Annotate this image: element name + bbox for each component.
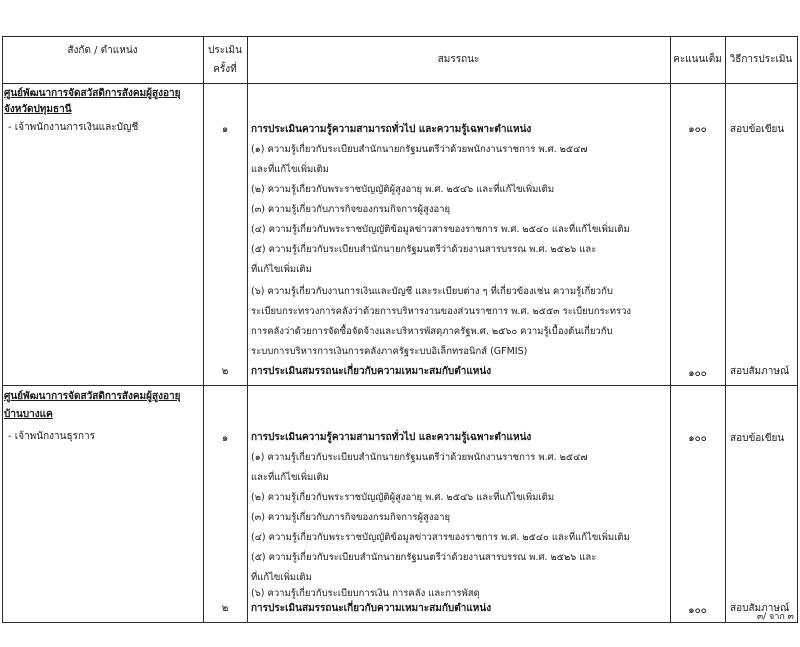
assessment-method: สอบข้อเขียน xyxy=(730,124,785,135)
competency-line: (๖) ความรู้เกี่ยวกับงานการเงินและบัญชี และระเบียบต่าง ๆ ที่เกี่ยวข้องเช่น ความรู้เกี่ยวกับ xyxy=(251,286,613,297)
competency-line: และที่แก้ไขเพิ่มเติม xyxy=(251,472,329,483)
competency-line: การคลังว่าด้วยการจัดซื้อจัดจ้างและบริหารพัสดุภาครัฐพ.ศ. ๒๕๖๐ ความรู้เบื้องต้นเกี่ยวกับ xyxy=(251,326,613,337)
header-full-score: คะแนนเต็ม xyxy=(673,54,722,65)
competency-line: ระเบียบกระทรวงการคลังว่าด้วยการบริหารงานของส่วนราชการ พ.ศ. ๒๕๕๓ ระเบียบกระทรวง xyxy=(251,306,632,317)
header-method: วิธีการประเมิน xyxy=(729,54,793,65)
competency-line: ระบบการบริหารการเงินการคลังภาครัฐระบบอิเล็กทรอนิกส์ (GFMIS) xyxy=(251,346,528,357)
competency-line: (๔) ความรู้เกี่ยวกับพระราชบัญญัติข้อมูลข่าวสารของราชการ พ.ศ. ๒๕๔๐ และที่แก้ไขเพิ่มเติม xyxy=(251,532,630,543)
full-score: ๑๐๐ xyxy=(688,433,707,444)
unit-name-line2: จังหวัดปทุมธานี xyxy=(4,104,72,115)
table-bottom-border xyxy=(2,622,797,623)
competency-line: และที่แก้ไขเพิ่มเติม xyxy=(251,164,329,175)
full-score: ๑๐๐ xyxy=(688,605,707,616)
competency-line: ที่แก้ไขเพิ่มเติม xyxy=(251,572,312,583)
header-unit-position: สังกัด / ตำแหน่ง xyxy=(67,45,138,56)
round-number: ๒ xyxy=(221,603,229,614)
competency-line: (๔) ความรู้เกี่ยวกับพระราชบัญญัติข้อมูลข่าวสารของราชการ พ.ศ. ๒๕๔๐ และที่แก้ไขเพิ่มเติม xyxy=(251,224,630,235)
competency-heading: การประเมินความรู้ความสามารถทั่วไป และความรู้เฉพาะตำแหน่ง xyxy=(251,124,532,135)
unit-name-line2: บ้านบางแค xyxy=(4,409,53,420)
full-score: ๑๐๐ xyxy=(688,124,707,135)
table-top-border xyxy=(2,36,797,37)
full-score: ๑๐๐ xyxy=(688,368,707,379)
assessment-method: สอบสัมภาษณ์ xyxy=(730,603,790,614)
position-title: - เจ้าพนักงานธุรการ xyxy=(8,431,96,442)
competency-heading: การประเมินสมรรถนะเกี่ยวกับความเหมาะสมกับตำแหน่ง xyxy=(251,603,492,614)
unit-name-line1: ศูนย์พัฒนาการจัดสวัสดิการสังคมผู้สูงอายุ xyxy=(4,391,181,402)
competency-heading: การประเมินความรู้ความสามารถทั่วไป และความรู้เฉพาะตำแหน่ง xyxy=(251,432,532,443)
col-divider-2 xyxy=(247,36,248,623)
assessment-method: สอบสัมภาษณ์ xyxy=(730,366,790,377)
unit-name-line1: ศูนย์พัฒนาการจัดสวัสดิการสังคมผู้สูงอายุ xyxy=(4,88,181,99)
page-number: ๓/ จาก ๓ xyxy=(757,612,794,622)
competency-line: (๓) ความรู้เกี่ยวกับภารกิจของกรมกิจการผู้สูงอายุ xyxy=(251,512,451,523)
competency-line: (๒) ความรู้เกี่ยวกับพระราชบัญญัติผู้สูงอายุ พ.ศ. ๒๕๔๖ และที่แก้ไขเพิ่มเติม xyxy=(251,492,555,503)
competency-line: (๕) ความรู้เกี่ยวกับระเบียบสำนักนายกรัฐมนตรีว่าด้วยงานสารบรรณ พ.ศ. ๒๕๒๖ และ xyxy=(251,244,597,255)
competency-line: (๑) ความรู้เกี่ยวกับระเบียบสำนักนายกรัฐมนตรีว่าด้วยพนักงานราชการ พ.ศ. ๒๕๔๗ xyxy=(251,144,588,155)
round-number: ๒ xyxy=(221,366,229,377)
table-left-border xyxy=(2,36,3,623)
competency-heading: การประเมินสมรรถนะเกี่ยวกับความเหมาะสมกับตำแหน่ง xyxy=(251,366,492,377)
round-number: ๑ xyxy=(221,124,229,135)
header-bottom-border xyxy=(2,83,797,84)
competency-line: (๑) ความรู้เกี่ยวกับระเบียบสำนักนายกรัฐมนตรีว่าด้วยพนักงานราชการ พ.ศ. ๒๕๔๗ xyxy=(251,452,588,463)
competency-line: ที่แก้ไขเพิ่มเติม xyxy=(251,264,312,275)
competency-line: (๒) ความรู้เกี่ยวกับพระราชบัญญัติผู้สูงอายุ พ.ศ. ๒๕๔๖ และที่แก้ไขเพิ่มเติม xyxy=(251,184,555,195)
position-title: - เจ้าพนักงานการเงินและบัญชี xyxy=(8,122,139,133)
competency-line: (๖) ความรู้เกี่ยวกับระเบียบการเงิน การคลัง และการพัสดุ xyxy=(251,588,480,599)
table-right-border xyxy=(797,36,798,623)
round-number: ๑ xyxy=(221,433,229,444)
header-round-line1: ประเมิน xyxy=(208,45,242,56)
col-divider-4 xyxy=(725,36,726,623)
section-divider xyxy=(2,385,797,386)
competency-line: (๕) ความรู้เกี่ยวกับระเบียบสำนักนายกรัฐมนตรีว่าด้วยงานสารบรรณ พ.ศ. ๒๕๒๖ และ xyxy=(251,552,597,563)
header-competency: สมรรถนะ xyxy=(437,54,480,65)
header-round-line2: ครั้งที่ xyxy=(213,64,237,75)
competency-line: (๓) ความรู้เกี่ยวกับภารกิจของกรมกิจการผู้สูงอายุ xyxy=(251,204,451,215)
assessment-method: สอบข้อเขียน xyxy=(730,433,785,444)
